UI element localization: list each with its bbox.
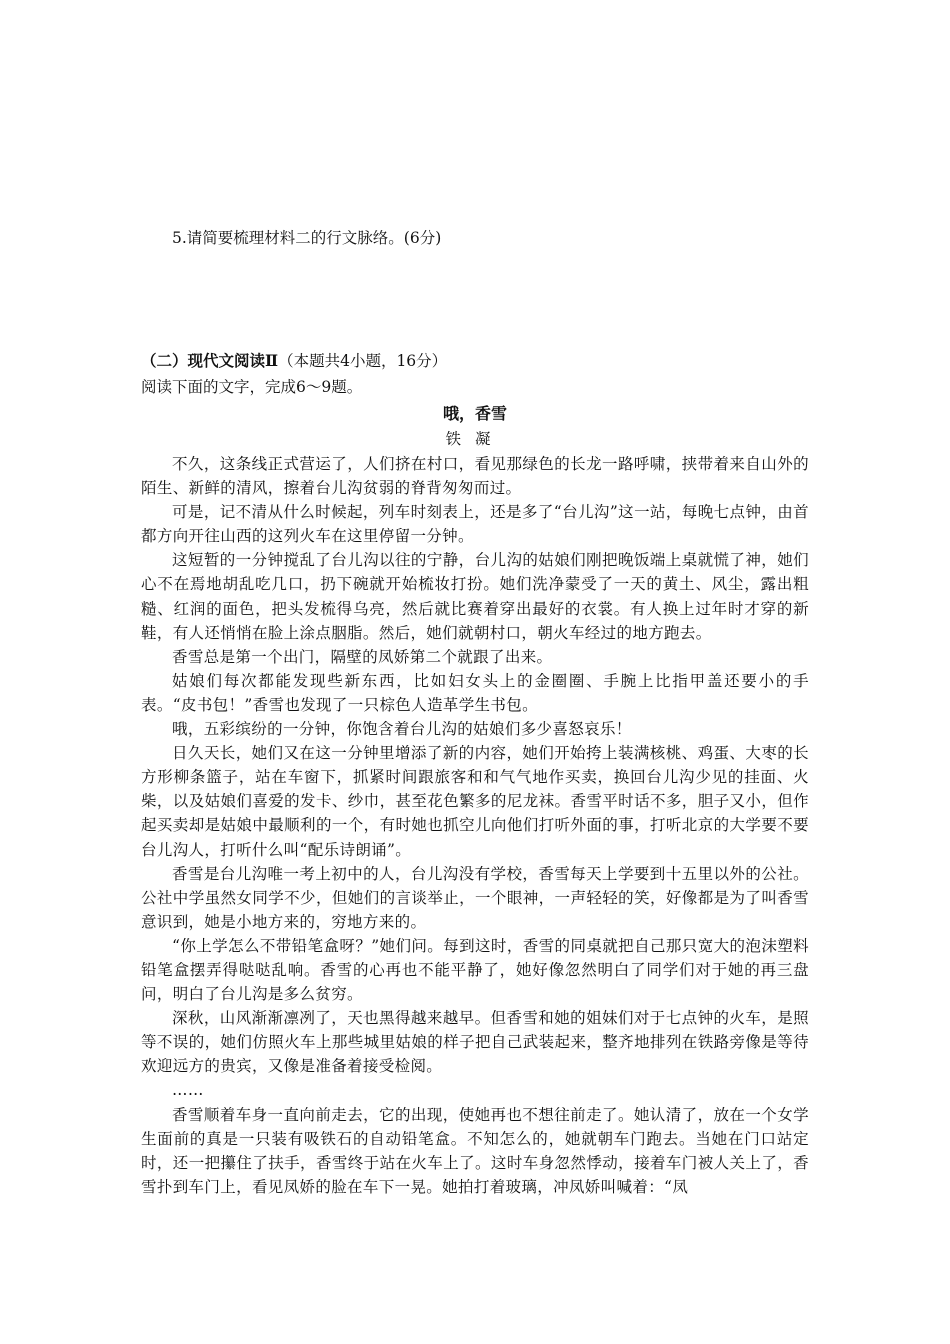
- section-heading-title: （二）现代文阅读Ⅱ: [141, 351, 279, 370]
- article-paragraph: 深秋，山风渐渐凛冽了，天也黑得越来越早。但香雪和她的姐妹们对于七点钟的火车，是照等不误的，她们仿照火车上那些城里姑娘的样子把自己武装起来，整齐地排列在铁路旁像是等待欢迎远方的贵宾，又像是准备着接受检阅。: [141, 1009, 809, 1076]
- reading-instruction: 阅读下面的文字，完成6～9题。: [141, 378, 363, 396]
- article-paragraph: 姑娘们每次都能发现些新东西，比如妇女头上的金圈圈、手腕上比指甲盖还要小的手表。“皮书包！”香雪也发现了一只棕色人造革学生书包。: [141, 671, 809, 714]
- article-paragraph: “你上学怎么不带铅笔盒呀？”她们问。每到这时，香雪的同桌就把自己那只宽大的泡沫塑料铅笔盒摆弄得哒哒乱响。香雪的心再也不能平静了，她好像忽然明白了同学们对于她的再三盘问，明白了台儿沟是多么贫穷。: [141, 936, 809, 1004]
- article-paragraph: 哦，五彩缤纷的一分钟，你饱含着台儿沟的姑娘们多少喜怒哀乐！: [172, 720, 632, 739]
- article-paragraph: 可是，记不清从什么时候起，列车时刻表上，还是多了“台儿沟”这一站，每晚七点钟，由首都方向开往山西的这列火车在这里停留一分钟。: [141, 503, 809, 546]
- question-5: 5.请简要梳理材料二的行文脉络。(6分): [172, 229, 442, 247]
- article-paragraph: 这短暂的一分钟搅乱了台儿沟以往的宁静，台儿沟的姑娘们刚把晚饭端上桌就慌了神，她们心不在焉地胡乱吃几口，扔下碗就开始梳妆打扮。她们洗净蒙受了一天的黄土、风尘，露出粗糙、红润的面色，把头发梳得乌亮，然后就比赛着穿出最好的衣裳。有人换上过年时才穿的新鞋，有人还悄悄在脸上涂点胭脂。然后，她们就朝村口，朝火车经过的地方跑去。: [141, 551, 809, 642]
- article-paragraph: 香雪顺着车身一直向前走去，它的出现，使她再也不想往前走了。她认清了，放在一个女学生面前的真是一只装有吸铁石的自动铅笔盒。不知怎么的，她就朝车门跑去。当她在门口站定时，还一把攥住了扶手，香雪终于站在火车上了。这时车身忽然悸动，接着车门被人关上了，香雪扑到车门上，看见凤娇的脸在车下一晃。她拍打着玻璃，冲凤娇叫喊着：“凤: [141, 1105, 809, 1196]
- article-paragraph: 不久，这条线正式营运了，人们挤在村口，看见那绿色的长龙一路呼啸，挟带着来自山外的陌生、新鲜的清风，擦着台儿沟贫弱的脊背匆匆而过。: [141, 455, 809, 498]
- article-paragraph: 日久天长，她们又在这一分钟里增添了新的内容，她们开始挎上装满核桃、鸡蛋、大枣的长方形柳条篮子，站在车窗下，抓紧时间跟旅客和和气气地作买卖，换回台儿沟少见的挂面、火柴，以及姑娘们喜爱的发卡、纱巾，甚至花色繁多的尼龙袜。香雪平时话不多，胆子又小，但作起买卖却是姑娘中最顺利的一个，有时她也抓空儿向他们打听外面的事，打听北京的大学要不要台儿沟人，打听什么叫“配乐诗朗诵”。: [141, 744, 809, 859]
- article-body: [141, 452, 809, 1199]
- article-author: 铁凝: [445, 430, 505, 448]
- article-title: 哦，香雪: [442, 404, 507, 423]
- article-paragraph: 香雪总是第一个出门，隔壁的凤娇第二个就跟了出来。: [172, 647, 553, 666]
- section-heading-points: （本题共4小题，16分）: [278, 352, 448, 370]
- section-heading: [141, 350, 447, 372]
- article-ellipsis: ……: [172, 1081, 204, 1100]
- article-paragraph: 香雪是台儿沟唯一考上初中的人，台儿沟没有学校，香雪每天上学要到十五里以外的公社。公社中学虽然女同学不少，但她们的言谈举止，一个眼神，一声轻轻的笑，好像都是为了叫香雪意识到，她是小地方来的，穷地方来的。: [141, 864, 809, 931]
